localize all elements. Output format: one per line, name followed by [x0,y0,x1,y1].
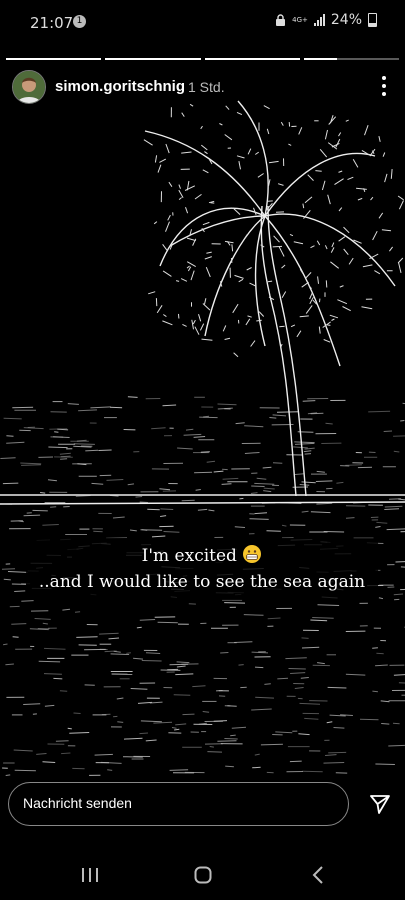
progress-segment [205,58,300,60]
lock-icon [275,14,286,26]
caption-line-2: ..and I would like to see the sea again [38,572,366,592]
message-input[interactable] [23,795,323,811]
story-header [12,70,393,104]
notification-count-badge: 1 [73,15,86,28]
palm-tree [145,101,395,496]
story-progress [6,58,399,60]
progress-segment [105,58,200,60]
battery-fill [369,23,376,26]
send-icon[interactable] [368,792,392,816]
recents-button[interactable] [70,860,110,890]
back-icon [312,866,324,884]
system-icons [275,12,377,28]
avatar[interactable] [12,70,46,104]
story-username[interactable]: simon.goritschnig [55,78,186,95]
message-box[interactable] [8,782,349,826]
battery-percent: 24% [330,12,362,28]
story-image[interactable] [0,46,405,776]
caption-line-1 [26,543,378,569]
signal-icon [314,14,325,26]
grinning-face-emoji-icon [242,544,262,564]
status-time: 21:07 [30,14,74,32]
battery-icon [368,13,377,27]
caption-text: I'm excited [141,546,237,566]
navigation-bar [0,848,405,900]
story-caption [26,538,378,600]
progress-segment [6,58,101,60]
story-time-ago: 1 Std. [188,79,225,95]
home-icon [194,866,212,884]
home-button[interactable] [183,860,223,890]
back-button[interactable] [298,860,338,890]
palm-fronds [144,104,404,356]
status-bar [0,0,405,46]
avatar-image [13,71,45,103]
more-options-icon[interactable] [381,76,387,96]
network-type-label: 4G+ [292,15,308,24]
progress-segment [304,58,399,60]
recents-icon [81,867,99,883]
